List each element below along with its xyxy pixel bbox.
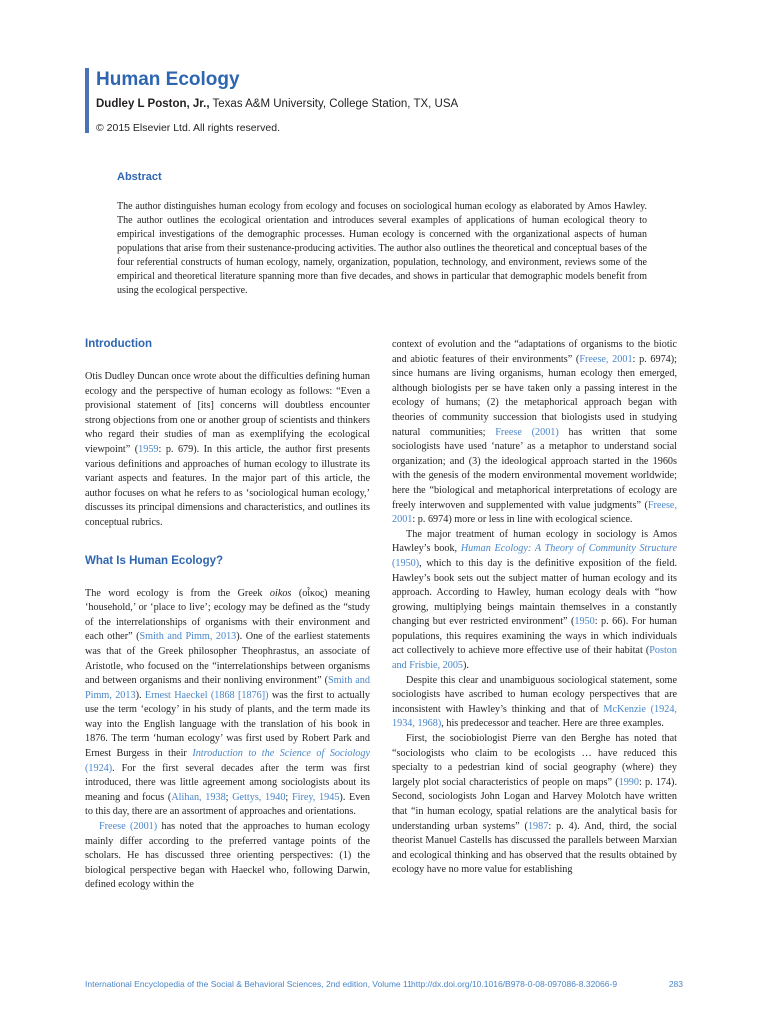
paragraph-intro: Otis Dudley Duncan once wrote about the difficulties defining human ecology and the perspective of human ecology as follows: “Even a provisional statement of [its] concerns will doubtless encounter strong objections from one or another group of scientists and thinkers who regard their studies of man as exemplifying the ecological viewpoint” (1959: p. 679). In this article, the author first presents various definitions and approaches of human ecology to illustrate its variant aspects and features. In the major part of this article, the author focuses on what he refers to as ‘sociological human ecology,’ discusses its principal dimensions and characteristics, and outlines its conceptual rubrics. [85,371,370,528]
abstract-text: The author distinguishes human ecology from ecology and focuses on sociological human ecology as elaborated by Amos Hawley. The author outlines the ecological orientation and introduces several examples of applications of human ecological theory to empirical investigations of the demographic processes. Human ecology is concerned with the organizational aspects of human populations that arise from their sustenance-producing activities. The author also outlines the theoretical and conceptual bases of the four referential constructs of human ecology, namely, organization, population, technology, and environment, reviews some of the empirical and theoretical literature spanning more than five decades, and shows in particular that demographic models benefit from using the ecological perspective. [117,201,647,296]
citation-link[interactable]: (1924) [85,762,113,774]
footer-source: International Encyclopedia of the Social & Behavioral Sciences, 2nd edition, Volume 11 [85,979,412,989]
citation-link[interactable]: Freese, 2001 [579,353,633,365]
article-header [96,68,696,135]
citation-link[interactable]: 1990 [618,776,639,788]
citation-link[interactable]: Alihan, 1938 [171,791,226,803]
abstract-section [117,170,647,298]
citation-link[interactable]: Smith and Pimm, 2013 [85,675,370,701]
paragraph-inconsistent-perspectives: Despite this clear and unambiguous sociological statement, some sociologists have ascribed to human ecology perspectives that are inconsistent with Hawley’s thinking and that of McKenzie (1924, 1934, 1968), his predecessor and teacher. Here are three examples. [392,674,677,730]
citation-link[interactable]: Introduction to the Science of Sociology [192,748,370,760]
paragraph-perspectives-continued: context of evolution and the “adaptations of organisms to the biotic and abiotic features of their environments” (Freese, 2001: p. 6974); since humans are living organisms, human ecology then emerged, although biologists per se have taken only a passing interest in the ecology of humans; (2) the metaphorical approach began with theories of community succession that biologists used in studying natural communities; Freese (2001) has written that some sociologists have used ‘nature’ as a metaphor to understand social organization; and (3) the ideological approach started in the 1960s with the genesis of the modern environmental movement worldwide; here the “biological and metaphorical interpretations of ecology are freely interwoven and supplemented with value judgments” (Freese, 2001: p. 6974) more or less in line with ecological science. [392,339,678,526]
citation-link[interactable]: Firey, 1945 [291,791,340,803]
citation-link[interactable]: 1959 [138,443,159,455]
author-affiliation: Texas A&M University, College Station, TX, USA [209,98,459,110]
right-column [392,338,677,878]
left-column [85,336,370,893]
paragraph-three-examples: First, the sociobiologist Pierre van den Berghe has noted that “sociologists who claim to be ecologists … have reduced this specialty to a pedestrian kind of social geography (where) they largely plot social characteristics of people on maps” (1990: p. 174). Second, sociologists John Logan and Harvey Molotch have written that “in human ecology, spatial relations are the analytical basis for understanding urban systems” (1987: p. 4). And, third, the social theorist Manuel Castells has discussed the parallels between Marxian and ecological thinking and has observed that the results obtained by ecology have no more value for establishing [392,733,678,876]
copyright-line: © 2015 Elsevier Ltd. All rights reserved. [96,122,280,134]
paragraph-freese-perspectives: Freese (2001) has noted that the approaches to human ecology mainly differ according to the preferred vantage points of the scholars. He has discussed three orienting perspectives: (1) the biological perspective began with Haeckel who, following Darwin, defined ecology within the [85,821,371,891]
citation-link[interactable]: McKenzie (1924, 1934, 1968) [392,703,677,730]
heading-what-is-human-ecology: What Is Human Ecology? [85,554,224,567]
article-title: Human Ecology [96,69,240,90]
citation-link[interactable]: 1987 [527,820,549,832]
paragraph-ecology-definition: The word ecology is from the Greek oikos (οἶκος) meaning ‘household,’ or ‘place to live’; ecology may be defined as the “study of the interrelationships of organisms with their environment and each other” (Smith and Pimm, 2013). One of the earliest statements was that of the Greek philosopher Theophrastus, an associate of Aristotle, who focused on the “interrelationships between organisms and between organisms and their nonliving environment” (Smith and Pimm, 2013). Ernest Haeckel (1868 [1876]) was the first to actually use the term ‘ecology’ in his study of plants, and the term made its way into the English language with the translation of his book in 1876. The term ‘human ecology’ was first used by Robert Park and Ernest Burgess in their Introduction to the Science of Sociology (1924). For the first several decades after the term was first introduced, there was little agreement among sociologists about its meaning and focus (Alihan, 1938; Gettys, 1940; Firey, 1945). Even to this day, there are an assortment of approaches and orientations. [85,587,370,818]
citation-link[interactable]: Gettys, 1940 [232,791,286,803]
citation-link[interactable]: Poston and Frisbie, 2005 [392,645,677,672]
citation-link[interactable]: Freese (2001) [99,821,158,833]
title-accent-bar [85,68,89,133]
paragraph-hawley: The major treatment of human ecology in sociology is Amos Hawley’s book, Human Ecology: A Theory of Community Structure (1950), which to this day is the definitive exposition of the field. Hawley’s book sets out the subject matter of human ecology and its approach. According to Hawley, human ecology deals with “how growing, multiplying beings maintain themselves in a constantly changing but ever restricted environment” (1950: p. 66). For human populations, this requires examining the ways in which individuals act collectively to achieve more effective use of their habitat (Poston and Frisbie, 2005). [392,528,677,672]
citation-link[interactable]: (1950) [392,557,420,569]
page-number: 283 [668,979,683,989]
citation-link[interactable]: Ernest Haeckel (1868 [1876]) [144,689,269,701]
citation-link[interactable]: 1950 [574,616,595,628]
citation-link[interactable]: Human Ecology: A Theory of Community Structure [460,543,677,555]
citation-link[interactable]: Freese, 2001 [392,499,677,526]
citation-link[interactable]: Freese (2001) [495,426,559,438]
abstract-heading: Abstract [117,171,162,183]
citation-link[interactable]: Smith and Pimm, 2013 [139,631,237,643]
footer-doi-link[interactable]: http://dx.doi.org/10.1016/B978-0-08-097086-8.32066-9 [411,979,618,989]
author-name: Dudley L Poston, Jr., [96,98,210,110]
heading-introduction: Introduction [85,338,153,350]
author-line [96,96,696,112]
